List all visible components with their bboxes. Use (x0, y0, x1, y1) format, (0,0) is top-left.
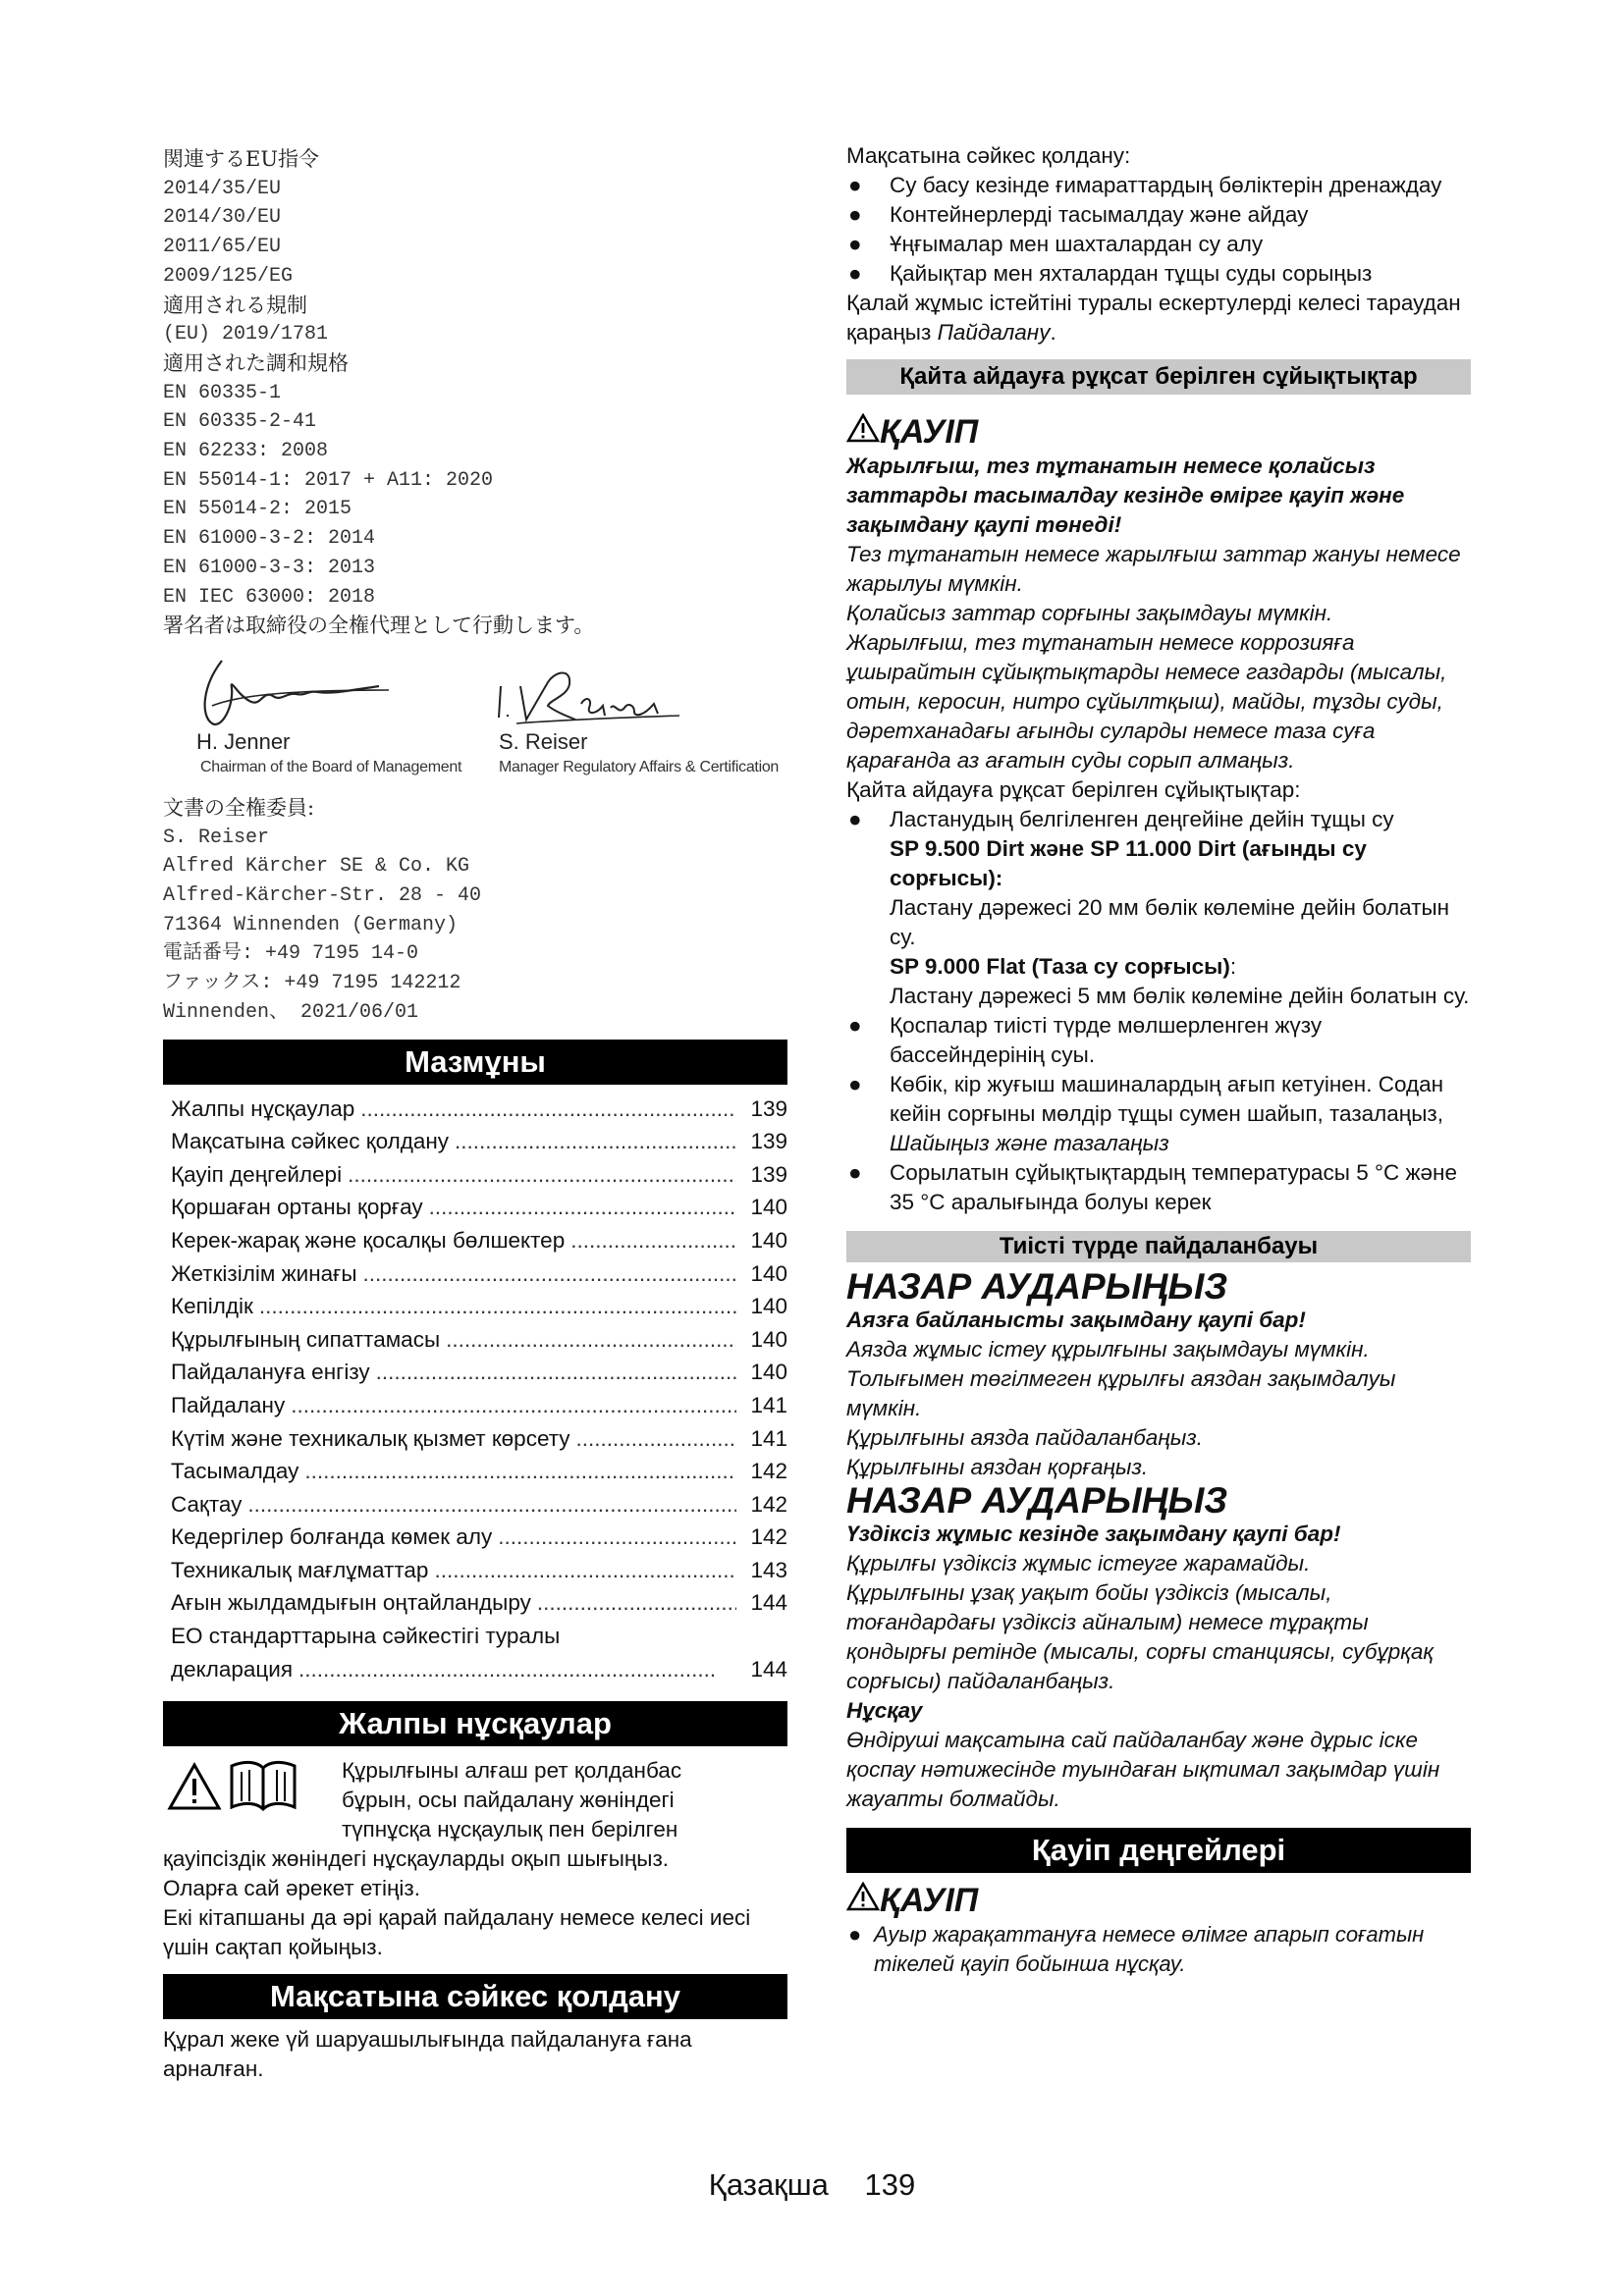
flat-pump-model: SP 9.000 Flat (Таза су сорғысы) (890, 954, 1230, 979)
general-heading: Жалпы нұсқаулар (163, 1701, 787, 1746)
general-section (163, 1756, 787, 1962)
attention-bold: Аязға байланысты зақымдану қаупі бар! (846, 1308, 1306, 1332)
standards-heading: 適用された調和規格 (163, 350, 349, 375)
toc-item[interactable]: Тасымалдау ..... 142 (163, 1455, 787, 1488)
toc-item[interactable]: Техникалық мағлұматтар ..... 143 (163, 1554, 787, 1587)
toc-item[interactable]: Ағын жылдамдығын оңтайландыру ..... 144 (163, 1586, 787, 1620)
manual-book-icon (228, 1758, 298, 1818)
intended-intro: Мақсатына сәйкес қолдану: (846, 143, 1131, 168)
directive-item: 2011/65/EU (163, 236, 282, 259)
signature-reiser (487, 647, 683, 735)
directive-item: 2014/35/EU (163, 177, 282, 200)
attention-text: Құрылғы үздіксіз жұмыс істеуге жарамайды. Құрылғыны ұзақ уақыт бойы үздіксіз (мысалы, тоғандардағы үздіксіз айналым) немесе тұрақты қондырғы ретінде (мысалы, сорғы станциясы, субұрқақ сорғысы) пайдаланбаңыз. (846, 1551, 1435, 1693)
toc-item[interactable]: Жеткізілім жинағы ..... 140 (163, 1257, 787, 1291)
general-text-6: Екі кітапшаны да әрі қарай пайдалану немесе келесі иесі үшін сақтап қойыңыз. (163, 1905, 751, 1960)
how-it-works-note: Қалай жұмыс істейтіні туралы ескертулерді келесі тараудан қараңыз Пайдалану. (846, 291, 1461, 345)
footer-language: Қазақша (708, 2167, 829, 2202)
signer2-role: Manager Regulatory Affairs & Certification (499, 758, 780, 775)
list-item: ● Контейнерлерді тасымалдау және айдау (848, 202, 1309, 227)
toc-item[interactable]: ЕО стандарттарына сәйкестігі туралы декларация ..... 144 (163, 1620, 787, 1685)
standard-item: EN 61000-3-3: 2013 (163, 556, 376, 579)
note-label: Нұсқау (846, 1698, 923, 1723)
table-of-contents (163, 1093, 787, 1686)
doc-rep-heading: 文書の全権委員: (163, 795, 315, 820)
regulations-heading: 適用される規制 (163, 293, 307, 317)
toc-item[interactable]: Пайдалануға енгізу ..... 140 (163, 1356, 787, 1389)
danger-triangle-icon (846, 1881, 880, 1920)
signatures (163, 647, 787, 794)
toc-item[interactable]: Пайдалану ..... 141 (163, 1389, 787, 1422)
toc-item[interactable]: Кедергілер болғанда көмек алу ..... 142 (163, 1521, 787, 1554)
list-item: ● Су басу кезінде ғимараттардың бөліктерін дренаждау (848, 173, 1442, 197)
directive-item: 2014/30/EU (163, 206, 282, 230)
list-item: ● Ластанудың белгіленген деңгейіне дейін тұщы су SP 9.500 Dirt және SP 11.000 Dirt (ағынды су сорғысы): Ластану дәрежесі 20 мм бөлік көлеміне дейін болатын су. SP 9.000 Flat (Таза су сорғысы): Ластану дәрежесі 5 мм бөлік көлеміне дейін болатын су. (848, 807, 1470, 1008)
allowed-fluids-intro: Қайта айдауға рұқсат берілген сұйықтықтар: (846, 777, 1301, 802)
intended-use-text: Құрал жеке үй шаруашылығында пайдалануға ғана арналған. (163, 2027, 692, 2082)
general-text-3: түпнұсқа нұсқаулық пен берілген (342, 1817, 678, 1842)
danger-warning-text: Тез тұтанатын немесе жарылғыш заттар жануы немесе жарылуы мүмкін. Қолайсыз заттар сорғыны зақымдауы мүмкін. Жарылғыш, тез тұтанатын немесе коррозияға ұшырайтын сұйықтықтарды немесе газдарды (мысалы, отын, керосин, нитро сұйылтқыш), майды, тұзды суды, дәретханадағы ағынды суларды немесе таза суға қарағанда аз ағатын суды сорып алмаңыз. (846, 542, 1461, 773)
hazard-levels-heading: Қауіп деңгейлері (846, 1828, 1471, 1873)
doc-rep-line: Alfred Kärcher SE & Co. KG (163, 855, 470, 879)
list-item: ● Ұңғымалар мен шахталардан су алу (848, 232, 1264, 256)
toc-item[interactable]: Қоршаған ортаны қорғау ..... 140 (163, 1191, 787, 1224)
danger-triangle-icon (846, 412, 880, 452)
intended-use-heading: Мақсатына сәйкес қолдану (163, 1974, 787, 2019)
regulation-item: (EU) 2019/1781 (163, 323, 329, 347)
toc-item[interactable]: Құрылғының сипаттамасы ..... 140 (163, 1323, 787, 1357)
signer1-role: Chairman of the Board of Management (200, 758, 462, 775)
doc-rep-line: S. Reiser (163, 826, 270, 849)
standard-item: EN 61000-3-2: 2014 (163, 527, 376, 551)
signer1-name: H. Jenner (196, 728, 291, 754)
standard-item: EN 60335-1 (163, 381, 282, 404)
note-text: Өндіруші мақсатына сай пайдаланбау және дұрыс іске қоспау нәтижесінде туындаған ықтимал зақымдар үшін жауапты болмайды. (846, 1728, 1440, 1811)
general-text-5: Оларға сай әрекет етіңіз. (163, 1876, 420, 1901)
toc-item[interactable]: Сақтау ..... 142 (163, 1488, 787, 1522)
doc-rep-line: 電話番号: +49 7195 14-0 (163, 942, 419, 966)
toc-item[interactable]: Қауіп деңгейлері ..... 139 (163, 1158, 787, 1192)
toc-heading: Мазмұны (163, 1040, 787, 1085)
list-item: ● Қоспалар тиісті түрде мөлшерленген жүзу бассейндерінің суы. (848, 1013, 1323, 1067)
toc-item[interactable]: Кепілдік ..... 140 (163, 1290, 787, 1323)
attention-bold: Үздіксіз жұмыс кезінде зақымдану қаупі бар! (846, 1522, 1341, 1546)
list-item: ● Сорылатын сұйықтықтардың температурасы 5 °C және 35 °C аралығында болуы керек (848, 1160, 1457, 1214)
toc-item[interactable]: Күтім және техникалық қызмет көрсету ..... 141 (163, 1422, 787, 1456)
attention-text: Аязда жұмыс істеу құрылғыны зақымдауы мүмкін. Толығымен төгілмеген құрылғы аяздан зақымдалуы мүмкін. Құрылғыны аязда пайдаланбаңыз. Құрылғыны аяздан қорғаңыз. (846, 1337, 1396, 1479)
fluids-heading: Қайта айдауға рұқсат берілген сұйықтықтар (846, 359, 1471, 395)
attention-label: НАЗАР АУДАРЫҢЫЗ (846, 1266, 1228, 1307)
list-item: ● Қайықтар мен яхталардан тұщы суды сорыңыз (848, 261, 1373, 286)
signatories-note: 署名者は取締役の全権代理として行動します。 (163, 614, 595, 638)
general-text-4: қауіпсіздік жөніндегі нұсқауларды оқып шығыңыз. (163, 1846, 670, 1872)
warning-triangle-icon (167, 1762, 222, 1816)
signature-jenner (183, 647, 408, 735)
directive-item: 2009/125/EG (163, 264, 294, 288)
doc-rep-line: Winnenden、 2021/06/01 (163, 1000, 419, 1024)
eu-declaration (163, 145, 787, 1028)
toc-item[interactable]: Жалпы нұсқаулар ..... 139 (163, 1093, 787, 1126)
standard-item: EN 62233: 2008 (163, 440, 329, 463)
dirt-pump-models: SP 9.500 Dirt және SP 11.000 Dirt (ағынды су сорғысы): (890, 836, 1367, 890)
doc-rep-line: 71364 Winnenden (Germany) (163, 913, 459, 936)
page-footer (0, 2167, 1624, 2203)
danger-label: ҚАУІП (846, 412, 1471, 452)
standard-item: EN 55014-1: 2017 + A11: 2020 (163, 468, 494, 492)
list-item: ● Көбік, кір жуғыш машиналардың ағып кетуінен. Содан кейін сорғыны мөлдір тұщы сумен шайып, тазалаңыз, Шайыңыз және тазалаңыз (848, 1072, 1444, 1155)
misuse-heading: Тиісті түрде пайдаланбауы (846, 1231, 1471, 1262)
standard-item: EN IEC 63000: 2018 (163, 585, 376, 609)
danger-warning-bold: Жарылғыш, тез тұтанатын немесе қолайсыз заттарды тасымалдау кезінде өмірге қауіп және зақымдану қаупі төнеді! (846, 454, 1405, 537)
general-text-1: Құрылғыны алғаш рет қолданбас (342, 1758, 682, 1784)
standard-item: EN 60335-2-41 (163, 410, 317, 434)
page-number: 139 (864, 2167, 916, 2202)
toc-item[interactable]: Мақсатына сәйкес қолдану ..... 139 (163, 1125, 787, 1158)
doc-rep-line: ファックス: +49 7195 142212 (163, 972, 461, 995)
directives-heading: 関連するEU指令 (163, 147, 320, 171)
operation-reference-link[interactable]: Пайдалану (937, 320, 1051, 345)
rinse-clean-reference-link[interactable]: Шайыңыз және тазалаңыз (890, 1131, 1169, 1155)
signer2-name: S. Reiser (499, 728, 588, 754)
left-column (163, 145, 787, 2084)
doc-rep-line: Alfred-Kärcher-Str. 28 - 40 (163, 884, 482, 908)
standard-item: EN 55014-2: 2015 (163, 498, 352, 521)
danger-label: ҚАУІП (846, 1881, 1471, 1920)
right-column (846, 141, 1471, 1979)
toc-item[interactable]: Керек-жарақ және қосалқы бөлшектер ..... 140 (163, 1224, 787, 1257)
attention-label: НАЗАР АУДАРЫҢЫЗ (846, 1480, 1228, 1521)
list-item: ● Ауыр жарақаттануға немесе өлімге апарып соғатын тікелей қауіп бойынша нұсқау. (848, 1922, 1425, 1976)
general-text-2: бұрын, осы пайдалану жөніндегі (342, 1788, 675, 1813)
